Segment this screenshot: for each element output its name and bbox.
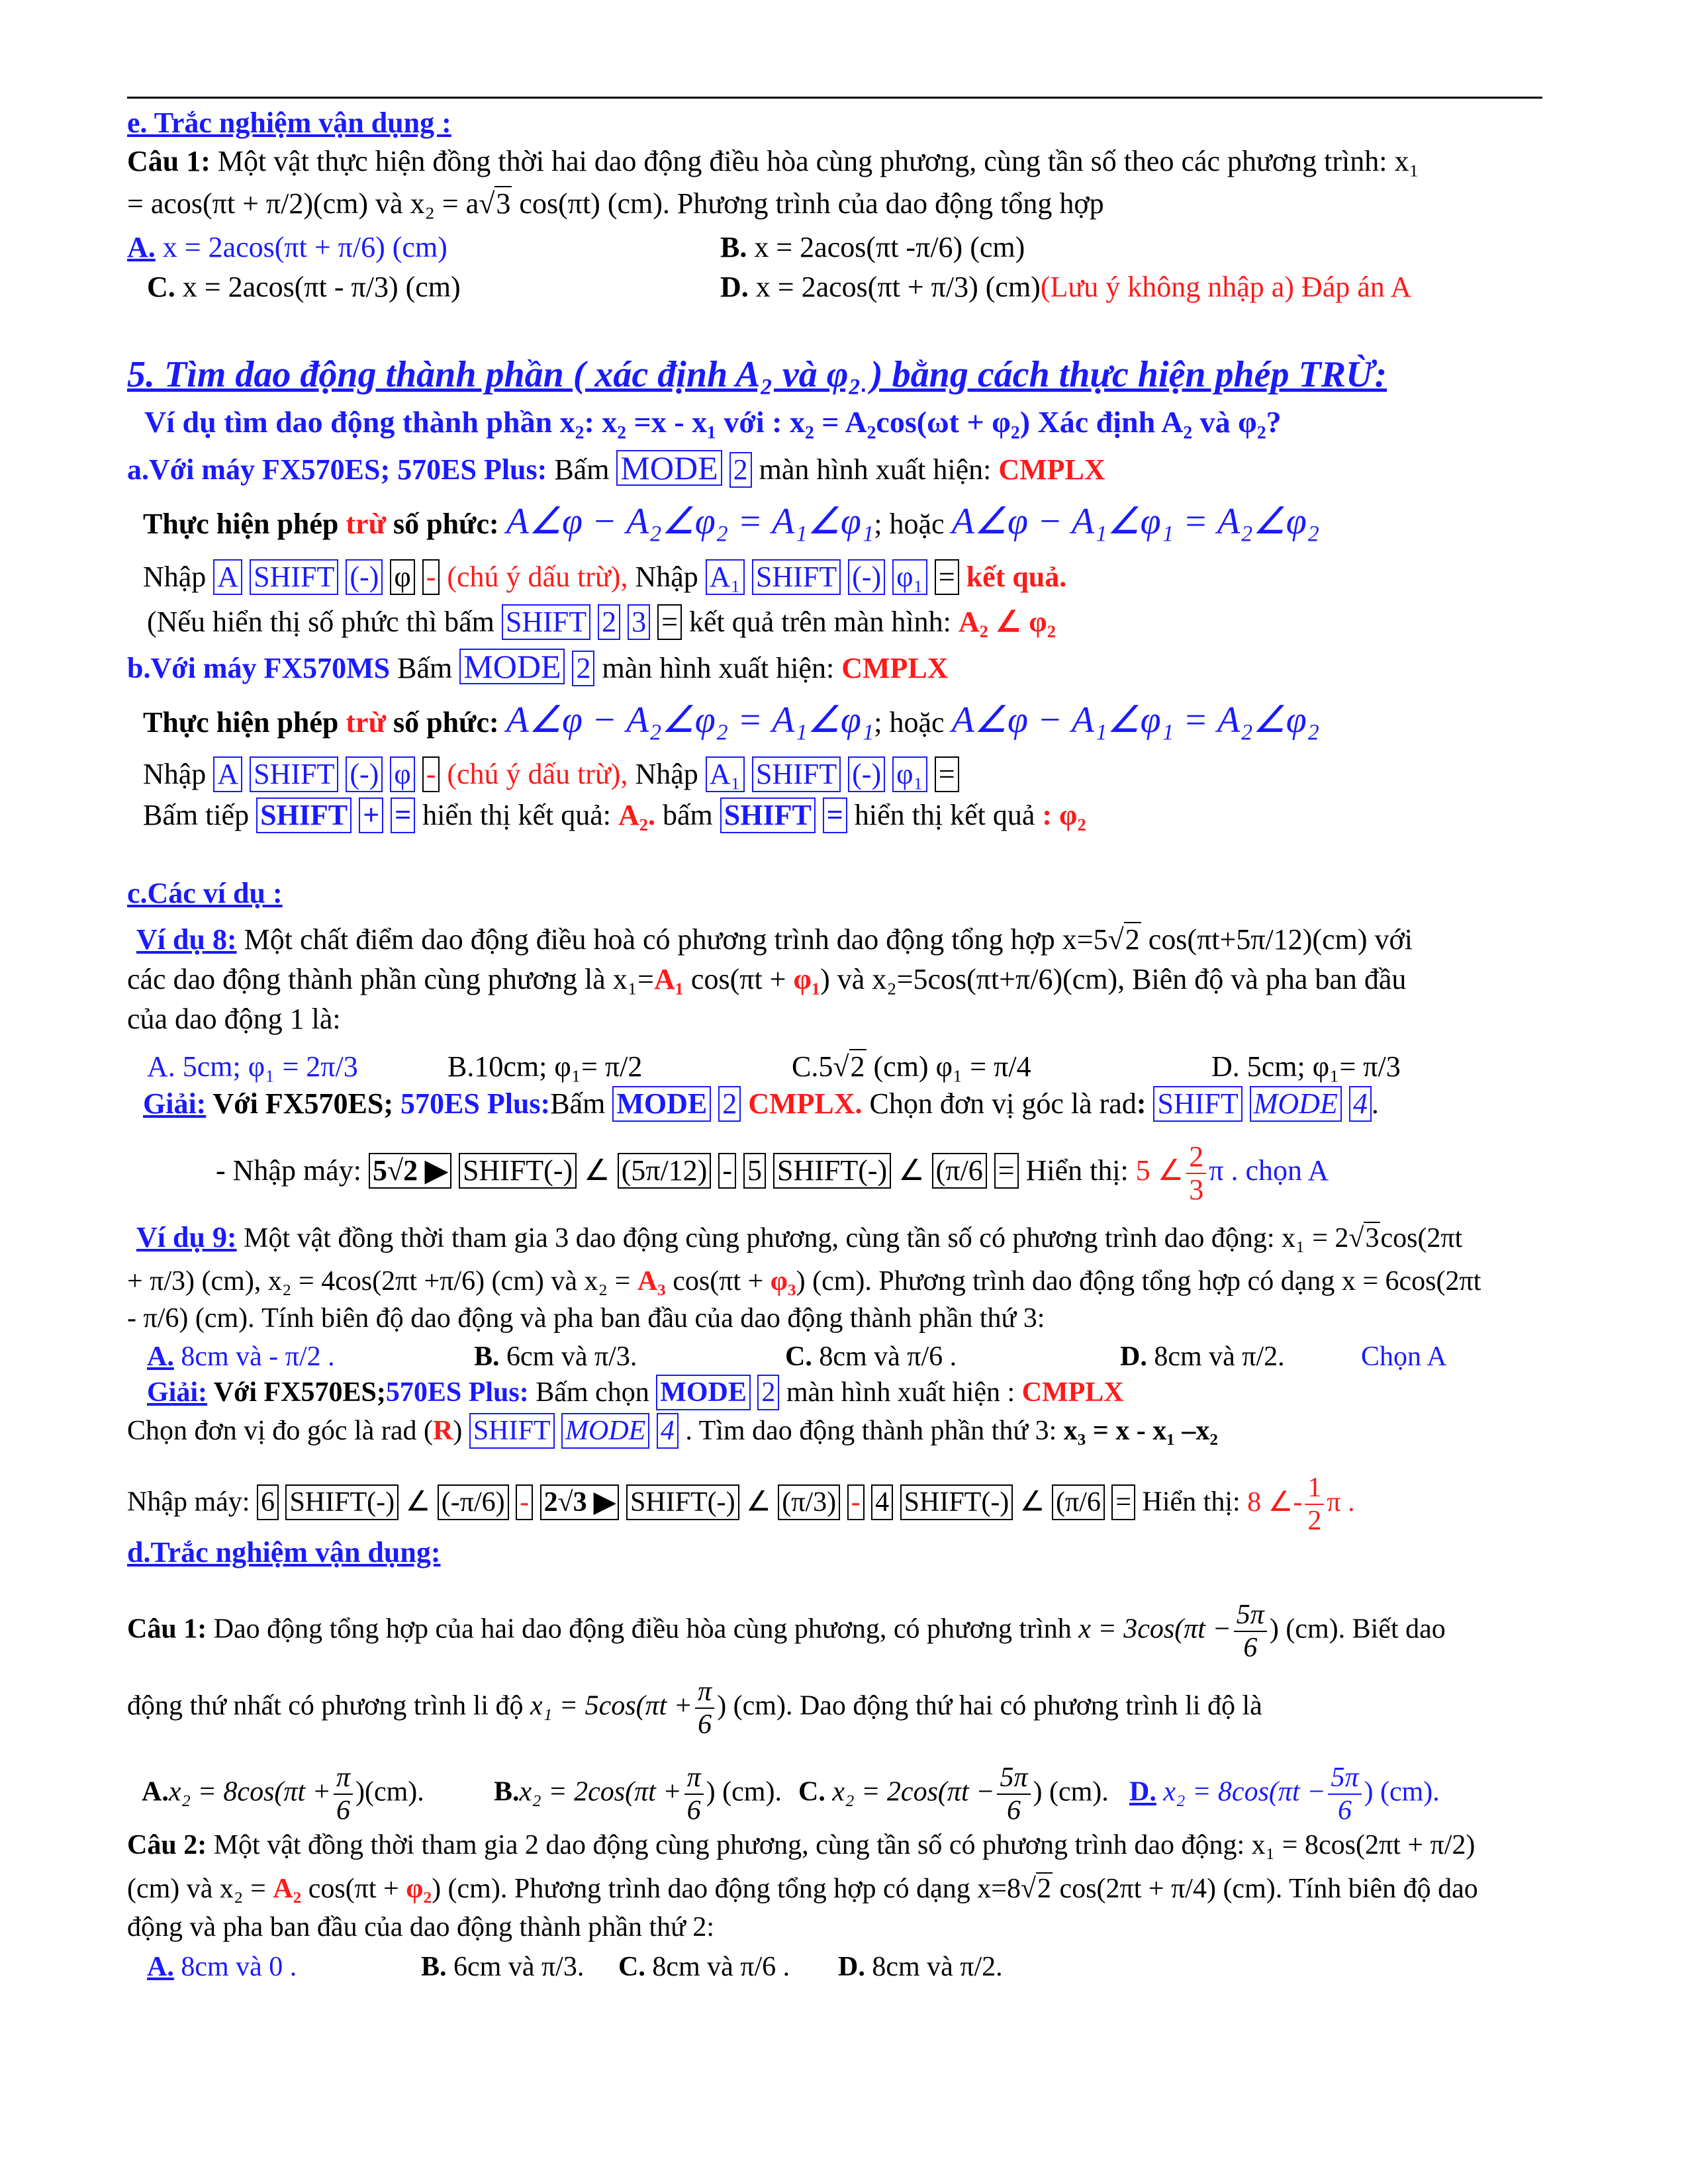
d-q2-option-a: A. 8cm và 0 . (147, 1952, 297, 1982)
example-9-line-1: Ví dụ 9: Một vật đồng thời tham gia 3 dao động cùng phương, cùng tần số có phương trình dao động: x₁ = 2√3cos(2πt (136, 1221, 1463, 1253)
question-1-line-1: Câu 1: Một vật thực hiện đồng thời hai dao động điều hòa cùng phương, cùng tần số theo các phương trình: x₁ (127, 145, 1419, 177)
fx570ms-line: b.Với máy FX570MS Bấm MODE 2 màn hình xuất hiện: CMPLX (127, 648, 949, 685)
ex9-key-sequence: Nhập máy: 6 SHIFT(-) ∠ (-π/6) - 2√3 ▶ SHIFT(-) ∠ (π/3) - 4 SHIFT(-) ∠ (π/6 = Hiển thị: 8 ∠- $\frac{1}{2}$ π . (127, 1473, 1355, 1536)
example-9-line-2: + π/3) (cm), x₂ = 4cos(2πt +π/6) (cm) và x₂ = A₃ cos(πt + φ₃) (cm). Phương trình dao động tổng hợp có dạng x = 6cos(2πt (127, 1266, 1481, 1297)
subtract-formula-b: Thực hiện phép trừ số phức: A∠φ − A₂∠φ₂ = A₁∠φ₁; hoặc A∠φ − A₁∠φ₁ = A₂∠φ₂ (143, 700, 1320, 741)
d-question-2-line-2: (cm) và x₂ = A₂ cos(πt + φ₂) (cm). Phương trình dao động tổng hợp có dạng x=8√2 cos(2πt + π/4) (cm). Tính biên độ dao (127, 1874, 1478, 1904)
section-5-title: 5. Tìm dao động thành phần ( xác định A₂ và φ₂ ) bằng cách thực hiện phép TRỪ: (127, 354, 1387, 395)
ex9-option-d: D. 8cm và π/2. (1120, 1342, 1285, 1372)
d-q1-option-d: D. x₂ = 8cos(πt − $\frac{5\pi}{6}$ ) (cm). (1129, 1762, 1440, 1826)
ex8-option-b: B.10cm; φ₁= π/2 (447, 1050, 643, 1083)
section-d-title: d.Trắc nghiệm vận dụng: (127, 1536, 441, 1569)
section-c-title: c.Các ví dụ : (127, 877, 283, 909)
ex9-solution-line: Giải: Với FX570ES;570ES Plus: Bấm chọn MODE 2 màn hình xuất hiện : CMPLX (147, 1374, 1124, 1411)
ex9-option-b: B. 6cm và π/3. (474, 1342, 637, 1372)
d-q1-option-a: A.x₂ = 8cos(πt + $\frac{\pi}{6}$ )(cm). (142, 1762, 424, 1826)
d-q1-option-c: C. x₂ = 2cos(πt − $\frac{5\pi}{6}$ ) (cm). (798, 1762, 1109, 1826)
option-row-1: A. x = 2acos(πt + π/6) (cm) (127, 231, 447, 263)
key-sequence-a: Nhập A SHIFT (-) φ - (chú ý dấu trừ), Nhập A₁ SHIFT (-) φ₁ = kết quả. (143, 559, 1066, 596)
fx570es-line: a.Với máy FX570ES; 570ES Plus: Bấm MODE 2 màn hình xuất hiện: CMPLX (127, 449, 1105, 486)
example-8-line-3: của dao động 1 là: (127, 1003, 341, 1035)
d-q2-option-b: B. 6cm và π/3. (421, 1952, 585, 1982)
ex9-option-c: C. 8cm và π/6 . (785, 1342, 957, 1372)
ex8-option-d: D. 5cm; φ₁= π/3 (1211, 1050, 1401, 1083)
ex9-option-a: A. 8cm và - π/2 . (147, 1342, 335, 1372)
ex8-key-sequence: - Nhập máy: 5√2 ▶ SHIFT(-) ∠ (5π/12) - 5 SHIFT(-) ∠ (π/6 = Hiển thị: 5 ∠ $\frac{2}{3}$ π . chọn A (216, 1140, 1329, 1206)
question-1-line-2: = acos(πt + π/2)(cm) và x₂ = a√3 cos(πt) (cm). Phương trình của dao động tổng hợp (127, 187, 1104, 220)
ex8-option-c: C.5√2 (cm) φ₁ = π/4 (792, 1050, 1031, 1083)
ex9-answer: Chọn A (1361, 1342, 1447, 1372)
mode-key: MODE (616, 450, 722, 486)
complex-display-note: (Nếu hiển thị số phức thì bấm SHIFT 2 3 = kết quả trên màn hình: A₂ ∠ φ₂ (147, 604, 1056, 641)
ex8-solution-line: Giải: Với FX570ES; 570ES Plus:Bấm MODE 2 CMPLX. Chọn đơn vị góc là rad: SHIFT MODE 4 . (143, 1085, 1379, 1122)
section-e-title: e. Trắc nghiệm vận dụng : (127, 107, 451, 139)
subtract-formula-a: Thực hiện phép trừ số phức: A∠φ − A₂∠φ₂ = A₁∠φ₁; hoặc A∠φ − A₁∠φ₁ = A₂∠φ₂ (143, 501, 1320, 542)
key-sequence-b: Nhập A SHIFT (-) φ - (chú ý dấu trừ), Nhập A₁ SHIFT (-) φ₁ = (143, 756, 959, 793)
example-8-line-1: Ví dụ 8: Một chất điểm dao động điều hoà có phương trình dao động tổng hợp x=5√2 cos(πt+5π/12)(cm) với (136, 923, 1413, 956)
d-q1-option-b: B.x₂ = 2cos(πt + $\frac{\pi}{6}$ ) (cm). (494, 1762, 782, 1826)
ex9-rad-line: Chọn đơn vị đo góc là rad (R) SHIFT MODE 4 . Tìm dao động thành phần thứ 3: x₃ = x - x₁ –x₂ (127, 1412, 1218, 1449)
example-9-line-3: - π/6) (cm). Tính biên độ dao động và pha ban đầu của dao động thành phần thứ 3: (127, 1303, 1045, 1334)
d-question-1-line-1: Câu 1: Dao động tổng hợp của hai dao động điều hòa cùng phương, có phương trình x = 3cos(πt − $\frac{5\pi}{6}$ ) (cm). Biết dao (127, 1600, 1446, 1663)
header-rule (127, 97, 1542, 99)
ex8-option-a: A. 5cm; φ₁ = 2π/3 (147, 1050, 358, 1083)
d-q2-option-d: D. 8cm và π/2. (838, 1952, 1003, 1982)
d-question-1-line-2: động thứ nhất có phương trình li độ x₁ = 5cos(πt + $\frac{\pi}{6}$ ) (cm). Dao động thứ hai có phương trình li độ là (127, 1676, 1262, 1740)
key-sequence-result: Bấm tiếp SHIFT + = hiển thị kết quả: A₂. bấm SHIFT = hiển thị kết quả : φ₂ (143, 797, 1086, 834)
option-d: D. x = 2acos(πt + π/3) (cm)(Lưu ý không nhập a) Đáp án A (720, 271, 1412, 303)
example-8-line-2: các dao động thành phần cùng phương là x₁=A₁ cos(πt + φ₁) và x₂=5cos(πt+π/6)(cm), Biên độ và pha ban đầu (127, 963, 1407, 995)
d-question-2-line-3: động và pha ban đầu của dao động thành phần thứ 2: (127, 1912, 715, 1942)
example-line: Ví dụ tìm dao động thành phần x₂: x₂ =x - x₁ với : x₂ = A₂cos(ωt + φ₂) Xác định A₂ và φ₂? (144, 405, 1282, 439)
d-question-2-line-1: Câu 2: Một vật đồng thời tham gia 2 dao động cùng phương, cùng tần số có phương trình dao động: x₁ = 8cos(2πt + π/2) (127, 1830, 1476, 1860)
option-b: B. x = 2acos(πt -π/6) (cm) (720, 231, 1025, 263)
d-q2-option-c: C. 8cm và π/6 . (618, 1952, 790, 1982)
option-c: C. x = 2acos(πt - π/3) (cm) (147, 271, 461, 303)
option-a: A. (127, 231, 156, 263)
